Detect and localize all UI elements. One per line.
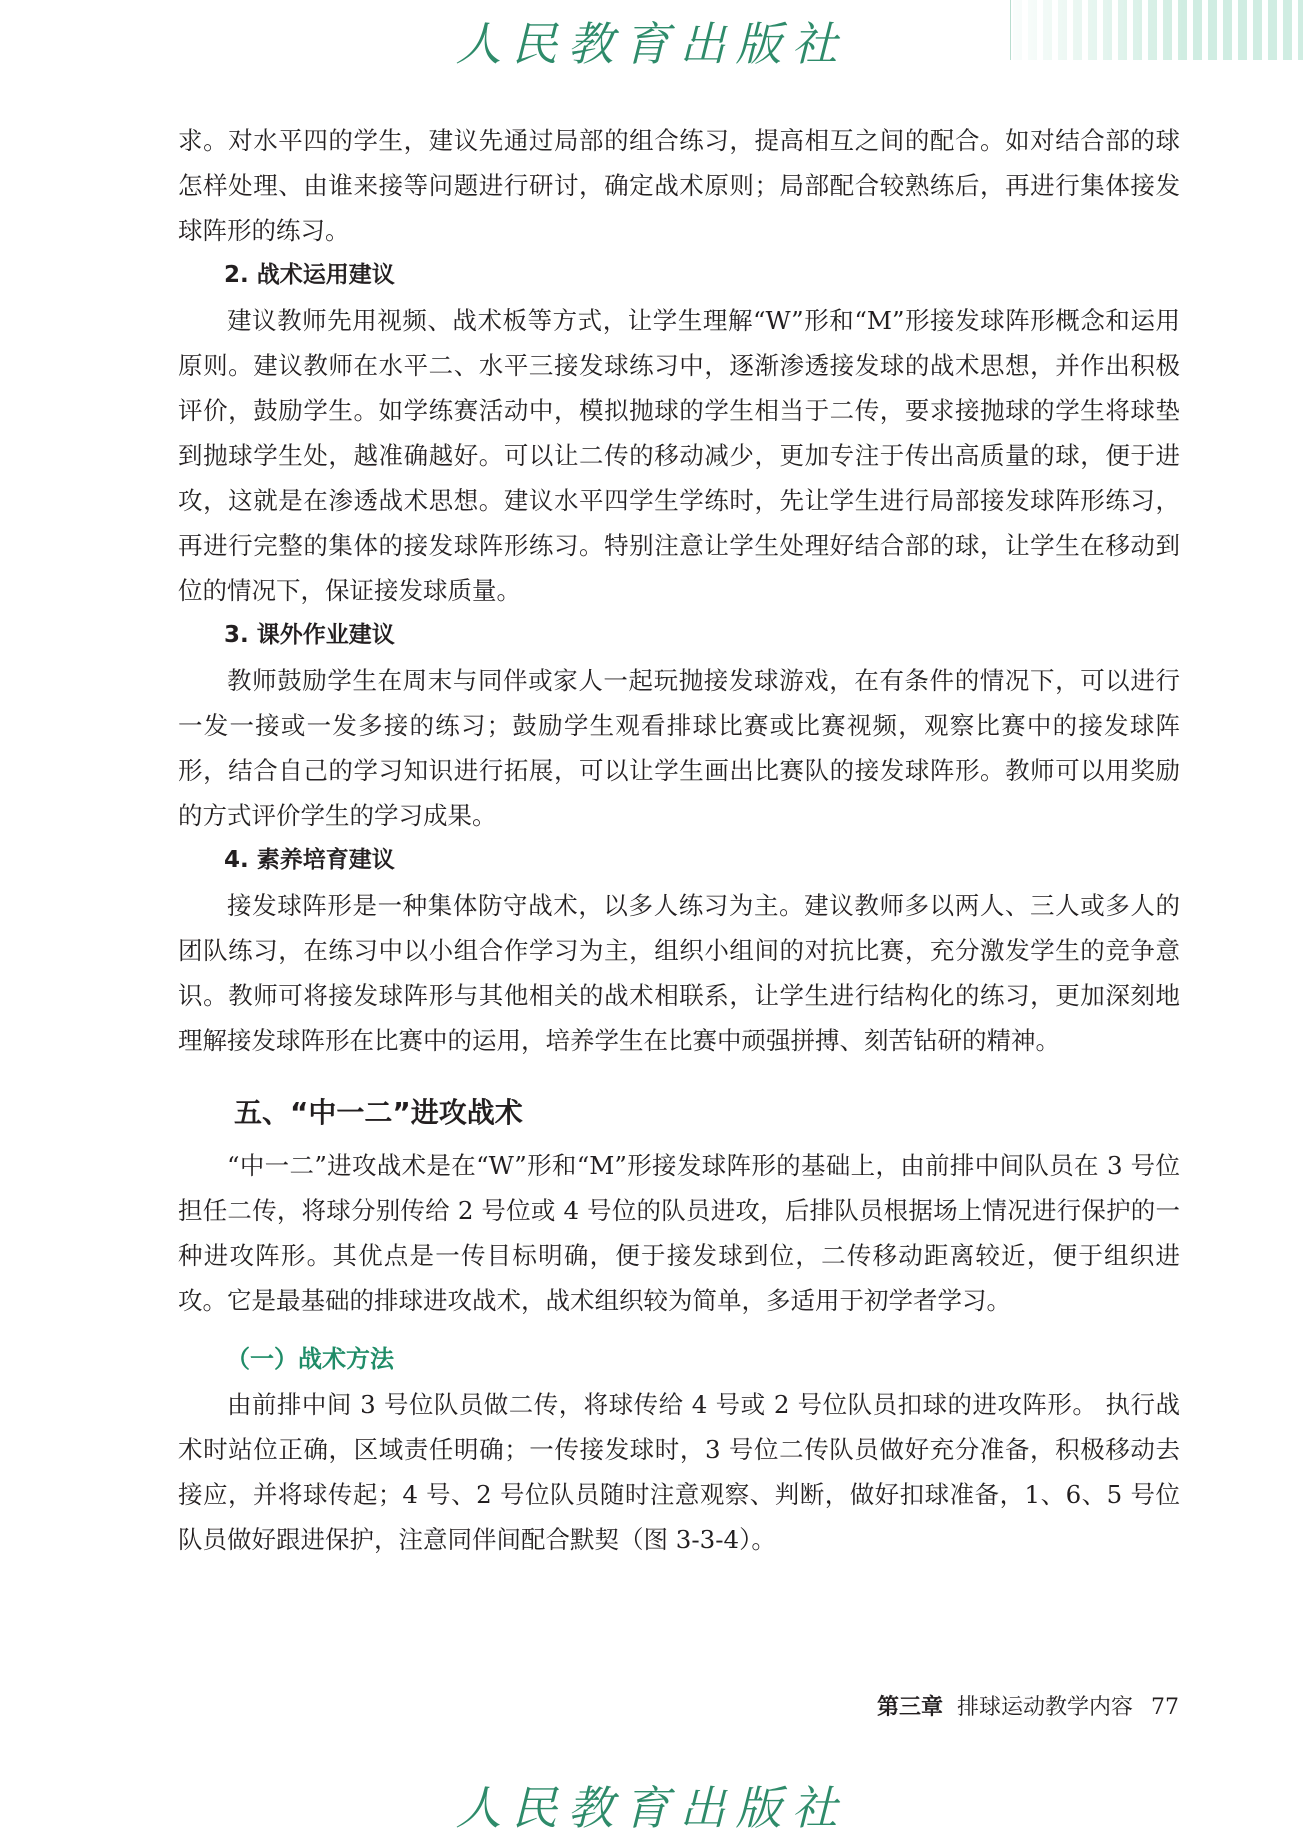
- heading-literacy: 4. 素养培育建议: [224, 847, 395, 873]
- page-footer: [877, 1690, 1179, 1721]
- subsection-heading-method: （一）战术方法: [226, 1345, 394, 1373]
- paragraph-tactic-use: 建议教师先用视频、战术板等方式，让学生理解“W”形和“M”形接发球阵形概念和运用原则。建议教师在水平二、水平三接发球练习中，逐渐渗透接发球的战术思想，并作出积极评价，鼓励学生。如学练赛活动中，模拟抛球的学生相当于二传，要求接抛球的学生将球垫到抛球学生处，越准确越好。可以让二传的移动减少，更加专注于传出高质量的球，便于进攻，这就是在渗透战术思想。建议水平四学生学练时，先让学生进行局部接发球阵形练习，再进行完整的集体的接发球阵形练习。特别注意让学生处理好结合部的球，让学生在移动到位的情况下，保证接发球质量。: [178, 306, 1180, 605]
- paragraph-method: 由前排中间 3 号位队员做二传，将球传给 4 号或 2 号位队员扣球的进攻阵形。 执行战术时站位正确，区域责任明确；一传接发球时，3 号位二传队员做好充分准备，积极移动去接应，并将球传起；4 号、2 号位队员随时注意观察、判断，做好扣球准备，1、6、5 号位队员做好跟进保护，注意同伴间配合默契（图 3-3-4）。: [178, 1390, 1180, 1554]
- paragraph-literacy: 接发球阵形是一种集体防守战术，以多人练习为主。建议教师多以两人、三人或多人的团队练习，在练习中以小组合作学习为主，组织小组间的对抗比赛，充分激发学生的竞争意识。教师可将接发球阵形与其他相关的战术相联系，让学生进行结构化的练习，更加深刻地理解接发球阵形在比赛中的运用，培养学生在比赛中顽强拼搏、刻苦钻研的精神。: [178, 891, 1180, 1055]
- page-body: [178, 118, 1180, 1562]
- paragraph-section-5: “中一二”进攻战术是在“W”形和“M”形接发球阵形的基础上，由前排中间队员在 3 号位担任二传，将球分别传给 2 号位或 4 号位的队员进攻，后排队员根据场上情况进行保护的一种进攻阵形。其优点是一传目标明确，便于接发球到位，二传移动距离较近，便于组织进攻。它是最基础的排球进攻战术，战术组织较为简单，多适用于初学者学习。: [178, 1151, 1180, 1315]
- heading-tactic-use: 2. 战术运用建议: [224, 262, 395, 288]
- footer-chapter-title: 排球运动教学内容: [956, 1695, 1133, 1720]
- page-number: 77: [1151, 1695, 1179, 1720]
- heading-homework: 3. 课外作业建议: [224, 622, 395, 648]
- publisher-logo-bottom: 人民教育出版社: [455, 1781, 848, 1835]
- publisher-logo-top: 人民教育出版社: [455, 17, 848, 71]
- paragraph-homework-text: 教师鼓励学生在周末与同伴或家人一起玩抛接发球游戏，在有条件的情况下，可以进行一发一接或一发多接的练习；鼓励学生观看排球比赛或比赛视频，观察比赛中的接发球阵形，结合自己的学习知识进行拓展，可以让学生画出比赛队的接发球阵形。教师可以用奖励的方式评价学生的学习成果。: [178, 666, 1180, 830]
- paragraph-continued: 求。对水平四的学生，建议先通过局部的组合练习，提高相互之间的配合。如对结合部的球怎样处理、由谁来接等问题进行研讨，确定战术原则；局部配合较熟练后，再进行集体接发球阵形的练习。: [178, 126, 1180, 245]
- footer-chapter: 第三章: [876, 1695, 943, 1720]
- section-heading-5: 五、“中一二”进攻战术: [234, 1096, 523, 1129]
